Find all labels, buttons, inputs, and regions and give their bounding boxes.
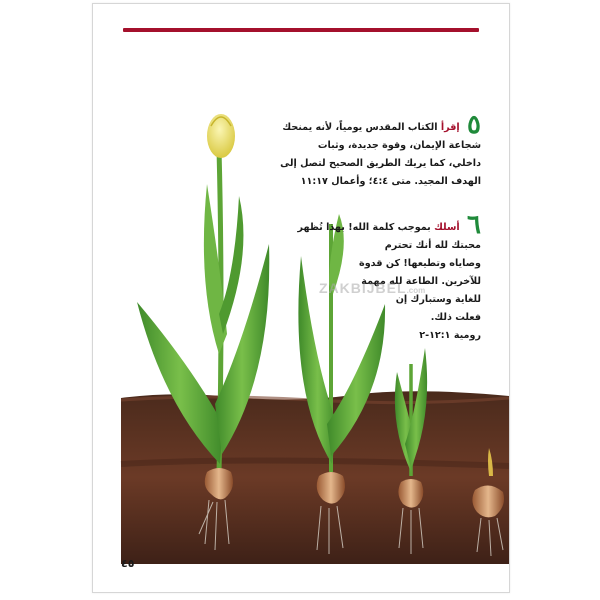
item-6-line-2: محبتك لله أنك تحترم: [384, 240, 481, 251]
item-text: بموجب كلمة الله! بهذا تُظهر: [297, 222, 431, 233]
watermark-name: ZAKBIJBEL: [319, 280, 407, 296]
item-5-line-1: [271, 110, 481, 140]
item-5-reference: الهدف المجيد. متى ٤:٤؛ وأعمال ١١:١٧: [300, 176, 481, 187]
item-lead-word: أسلك: [434, 222, 460, 233]
item-lead-word: إقرأ: [440, 122, 460, 133]
item-number: ٥: [467, 110, 481, 140]
item-5-line-2: شجاعة الإيمان، وقوة جديدة، وثبات: [317, 140, 481, 151]
item-6-line-4: للآخرين. الطاعة لله مهمة: [361, 276, 481, 287]
item-6-line-1: [281, 210, 481, 240]
watermark-suffix: .com: [406, 286, 426, 295]
watermark: [319, 280, 425, 296]
page-number: ٤٥: [121, 557, 135, 570]
top-red-rule: [123, 28, 479, 32]
devotional-item-5: [271, 110, 481, 191]
item-text: الكتاب المقدس يومياً، لأنه يمنحك: [282, 122, 438, 133]
item-6-line-6: فعلت ذلك.: [430, 312, 481, 323]
item-6-line-3: وصاياه وتطيعها! كن قدوة: [359, 258, 481, 269]
item-6-line-5: للغاية وستبارك إن: [395, 294, 481, 305]
book-page: [92, 3, 510, 593]
item-6-reference: رومية ١٢:١-٢: [419, 330, 481, 341]
item-number: ٦: [467, 210, 481, 240]
item-5-line-3: داخلي، كما يريك الطريق الصحيح لتصل إلى: [280, 158, 481, 169]
